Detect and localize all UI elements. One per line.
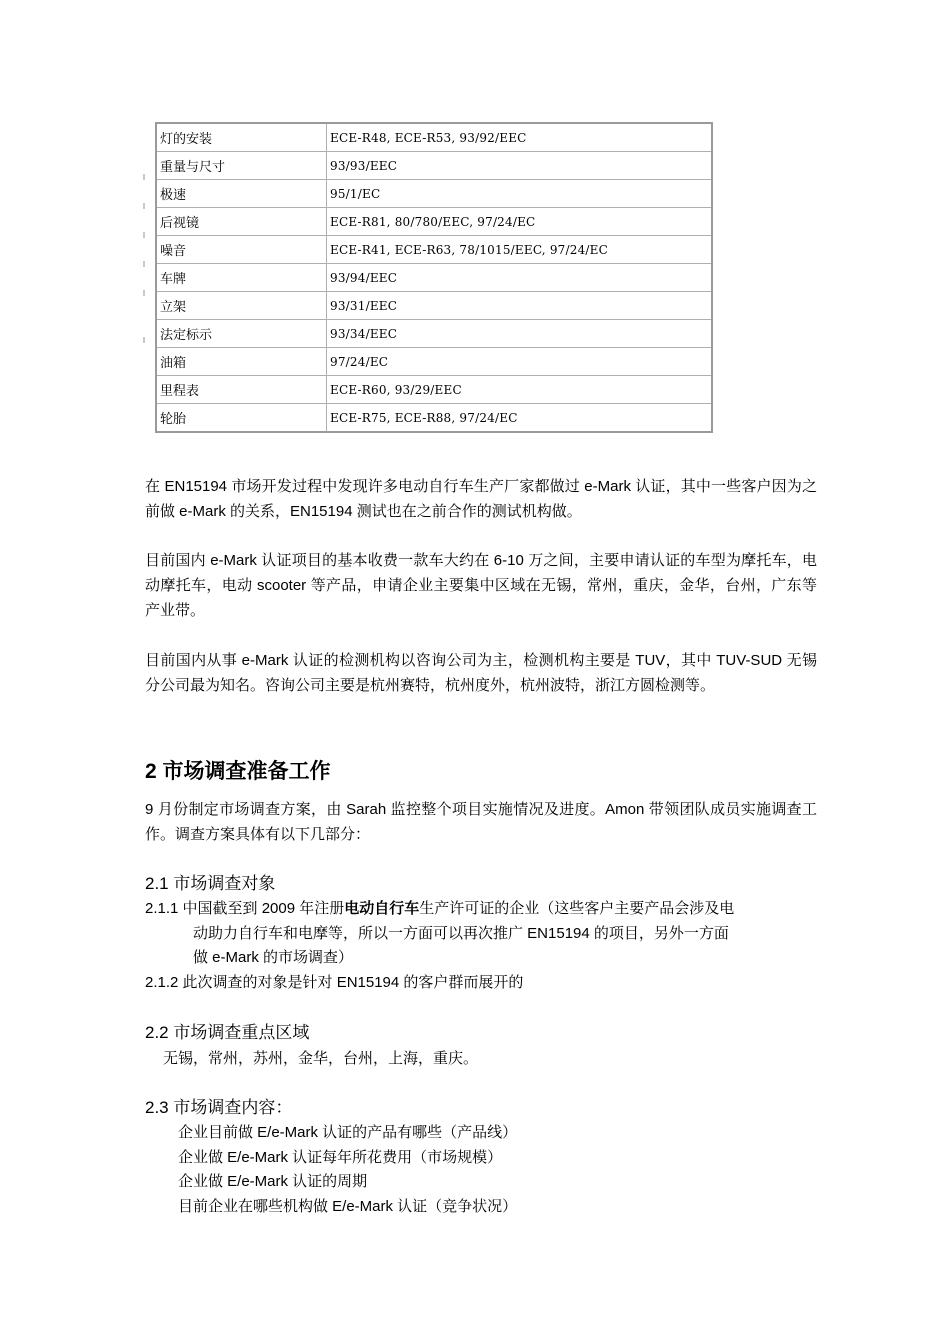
table-row — [156, 180, 712, 208]
margin-mark — [143, 174, 145, 180]
paragraph-emark-fees: 目前国内 e-Mark 认证项目的基本收费一款车大约在 6-10 万之间，主要申请认证的车型为摩托车，电动摩托车，电动 scooter 等产品，申请企业主要集中区域在无锡，常州，重庆，金华，台州，广东等产业带。 — [145, 552, 817, 619]
list-item — [145, 897, 734, 921]
table-cell-standard: 93/93/EEC — [327, 152, 713, 180]
table-cell-item: 立架 — [156, 292, 327, 320]
table-row — [156, 236, 712, 264]
margin-mark — [143, 232, 145, 238]
list-item-text: 生产许可证的企业（这些客户主要产品会涉及电 — [419, 900, 735, 917]
table-cell-standard: ECE-R75, ECE-R88, 97/24/EC — [327, 404, 713, 433]
list-item: 企业目前做 E/e-Mark 认证的产品有哪些（产品线） — [178, 1124, 518, 1141]
section-heading: 2 市场调查准备工作 — [145, 760, 331, 783]
paragraph-emark-agencies: 目前国内从事 e-Mark 认证的检测机构以咨询公司为主，检测机构主要是 TUV，其中 TUV-SUD 无锡分公司最为知名。咨询公司主要是杭州赛特，杭州度外，杭州波特，浙江方圆检测等。 — [145, 652, 817, 694]
subsection-heading: 2.2 市场调查重点区域 — [145, 1023, 310, 1042]
emphasis-text: 电动自行车 — [344, 900, 420, 917]
list-item: 企业做 E/e-Mark 认证的周期 — [178, 1173, 368, 1190]
list-item-continuation: 动助力自行车和电摩等，所以一方面可以再次推广 EN15194 的项目，另外一方面 — [193, 925, 729, 942]
table-cell-item: 轮胎 — [156, 404, 327, 433]
table-cell-standard: 93/31/EEC — [327, 292, 713, 320]
table-row — [156, 123, 712, 152]
list-item-text: 2.1.1 中国截至到 2009 年注册 — [145, 900, 345, 917]
table-cell-standard: ECE-R60, 93/29/EEC — [327, 376, 713, 404]
margin-mark — [143, 203, 145, 209]
table-row — [156, 320, 712, 348]
table-cell-item: 油箱 — [156, 348, 327, 376]
table-cell-standard: ECE-R41, ECE-R63, 78/1015/EEC, 97/24/EC — [327, 236, 713, 264]
table-cell-item: 噪音 — [156, 236, 327, 264]
table-row — [156, 404, 712, 433]
table-cell-item: 里程表 — [156, 376, 327, 404]
table-cell-item: 极速 — [156, 180, 327, 208]
table-cell-item: 重量与尺寸 — [156, 152, 327, 180]
margin-mark — [143, 337, 145, 343]
margin-mark — [143, 290, 145, 296]
table-cell-item: 车牌 — [156, 264, 327, 292]
list-item: 目前企业在哪些机构做 E/e-Mark 认证（竞争状况） — [178, 1198, 518, 1215]
list-item: 企业做 E/e-Mark 认证每年所花费用（市场规模） — [178, 1149, 503, 1166]
table-cell-standard: 97/24/EC — [327, 348, 713, 376]
table-cell-item: 灯的安装 — [156, 123, 327, 152]
list-item-continuation: 做 e-Mark 的市场调查） — [193, 949, 354, 966]
table-cell-item: 法定标示 — [156, 320, 327, 348]
subsection-heading: 2.1 市场调查对象 — [145, 874, 276, 893]
table-row — [156, 208, 712, 236]
table-cell-standard: 95/1/EC — [327, 180, 713, 208]
list-item: 2.1.2 此次调查的对象是针对 EN15194 的客户群而展开的 — [145, 974, 524, 991]
table-row — [156, 292, 712, 320]
table-cell-standard: ECE-R48, ECE-R53, 93/92/EEC — [327, 123, 713, 152]
table-row — [156, 348, 712, 376]
margin-mark — [143, 261, 145, 267]
table-cell-item: 后视镜 — [156, 208, 327, 236]
region-list: 无锡，常州，苏州，金华，台州，上海，重庆。 — [163, 1050, 479, 1067]
table-cell-standard: ECE-R81, 80/780/EEC, 97/24/EC — [327, 208, 713, 236]
table-cell-standard: 93/94/EEC — [327, 264, 713, 292]
table-row — [156, 376, 712, 404]
section-intro: 9 月份制定市场调查方案，由 Sarah 监控整个项目实施情况及进度。Amon 带领团队成员实施调查工作。调查方案具体有以下几部分： — [145, 801, 817, 843]
table-row — [156, 152, 712, 180]
regulation-table — [155, 122, 713, 433]
paragraph-emark-market: 在 EN15194 市场开发过程中发现许多电动自行车生产厂家都做过 e-Mark 认证，其中一些客户因为之前做 e-Mark 的关系，EN15194 测试也在之前合作的测试机构做。 — [145, 478, 817, 520]
table-row — [156, 264, 712, 292]
subsection-heading: 2.3 市场调查内容： — [145, 1098, 293, 1117]
table-cell-standard: 93/34/EEC — [327, 320, 713, 348]
